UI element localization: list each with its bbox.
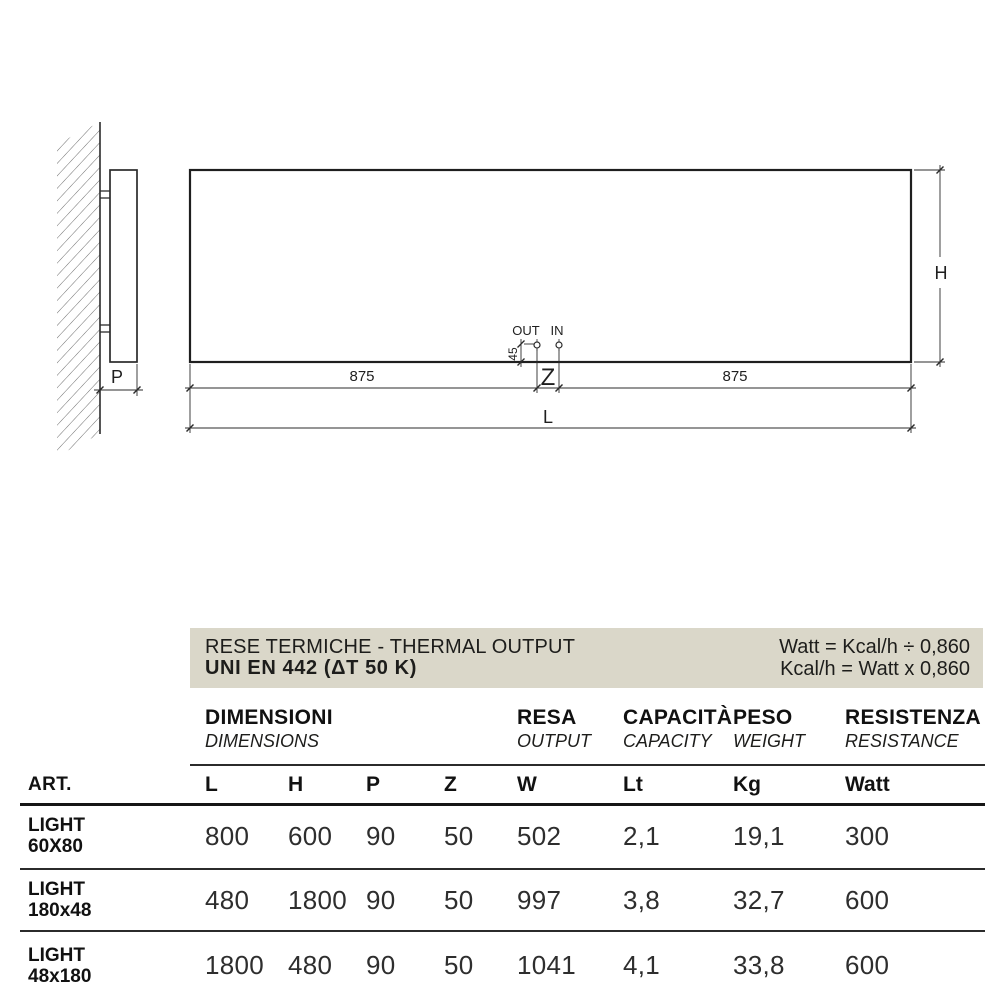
group-output-it: RESA xyxy=(517,706,577,729)
group-capacity-en: CAPACITY xyxy=(623,731,712,751)
group-resistance-it: RESISTENZA xyxy=(845,706,982,729)
label-l: L xyxy=(542,407,554,427)
cell-z: 50 xyxy=(444,820,474,851)
group-output-en: OUTPUT xyxy=(517,731,591,751)
row-article-name xyxy=(28,815,205,857)
article-line1: LIGHT xyxy=(28,944,85,966)
column-header-h: H xyxy=(288,773,304,796)
table-column-header-row xyxy=(28,766,985,803)
label-875-right: 875 xyxy=(722,368,748,385)
label-45: 45 xyxy=(506,347,520,361)
label-out: OUT xyxy=(512,323,540,338)
group-dimensions-it: DIMENSIONI xyxy=(205,706,333,729)
column-header-art: ART. xyxy=(28,774,72,795)
cell-p: 90 xyxy=(366,884,396,915)
cell-lt: 4,1 xyxy=(623,950,661,980)
formula-line2: Kcal/h = Watt x 0,860 xyxy=(780,658,970,680)
thermal-output-band xyxy=(190,628,983,688)
column-header-z: Z xyxy=(444,773,457,796)
cell-w: 502 xyxy=(517,820,562,851)
wall-hatch xyxy=(57,122,100,456)
group-resistance xyxy=(845,700,985,764)
cell-kg: 33,8 xyxy=(733,950,785,980)
cell-z: 50 xyxy=(444,884,474,915)
column-header-kg: Kg xyxy=(733,773,761,796)
table-row xyxy=(28,869,985,931)
technical-drawing xyxy=(0,0,1000,470)
article-line2: 60X80 xyxy=(28,836,83,857)
cell-l: 800 xyxy=(205,820,250,851)
thermal-output-title xyxy=(205,637,575,679)
wall-bracket-top xyxy=(100,191,110,198)
group-output xyxy=(517,700,623,764)
cell-watt: 300 xyxy=(845,820,890,851)
cell-lt: 2,1 xyxy=(623,820,661,851)
cell-l: 1800 xyxy=(205,950,265,980)
group-weight xyxy=(733,700,845,764)
cell-kg: 19,1 xyxy=(733,820,785,851)
dimension-p xyxy=(94,364,143,396)
article-line1: LIGHT xyxy=(28,815,85,836)
column-header-watt: Watt xyxy=(845,773,890,796)
cell-p: 90 xyxy=(366,950,396,980)
column-header-w: W xyxy=(517,773,537,796)
table-row xyxy=(28,931,985,1000)
row-article-name xyxy=(28,879,205,921)
thermal-title-line2: UNI EN 442 (ΔT 50 K) xyxy=(205,657,417,679)
cell-l: 480 xyxy=(205,884,250,915)
group-dimensions xyxy=(205,700,517,764)
article-line2: 180x48 xyxy=(28,900,92,921)
formula-line1: Watt = Kcal/h ÷ 0,860 xyxy=(779,636,970,658)
label-in: IN xyxy=(550,323,564,338)
group-dimensions-en: DIMENSIONS xyxy=(205,731,320,751)
cell-w: 997 xyxy=(517,884,562,915)
cell-p: 90 xyxy=(366,820,396,851)
cell-z: 50 xyxy=(444,950,474,980)
cell-watt: 600 xyxy=(845,950,890,980)
label-p: P xyxy=(110,367,124,387)
cell-watt: 600 xyxy=(845,884,890,915)
article-line2: 48x180 xyxy=(28,965,92,987)
cell-lt: 3,8 xyxy=(623,884,661,915)
cell-h: 480 xyxy=(288,950,333,980)
table-group-header-row xyxy=(28,700,985,764)
cell-h: 600 xyxy=(288,820,333,851)
article-line1: LIGHT xyxy=(28,879,85,900)
column-header-lt: Lt xyxy=(623,773,643,796)
label-z: Z xyxy=(540,364,556,391)
table-row xyxy=(28,803,985,869)
label-h: H xyxy=(934,263,948,283)
column-header-p: P xyxy=(366,773,381,796)
cell-h: 1800 xyxy=(288,884,348,915)
label-875-left: 875 xyxy=(349,368,375,385)
group-weight-it: PESO xyxy=(733,706,793,729)
wall-bracket-bottom xyxy=(100,325,110,332)
group-weight-en: WEIGHT xyxy=(733,731,805,751)
row-article-name xyxy=(28,945,205,987)
thermal-title-line1: RESE TERMICHE - THERMAL OUTPUT xyxy=(205,636,576,658)
radiator-side-view xyxy=(110,170,137,362)
cell-kg: 32,7 xyxy=(733,884,785,915)
conversion-formulas xyxy=(779,636,970,680)
cell-w: 1041 xyxy=(517,950,577,980)
group-resistance-en: RESISTANCE xyxy=(845,731,959,751)
group-capacity xyxy=(623,700,733,764)
column-header-l: L xyxy=(205,773,218,796)
group-capacity-it: CAPACITÀ xyxy=(623,706,733,729)
